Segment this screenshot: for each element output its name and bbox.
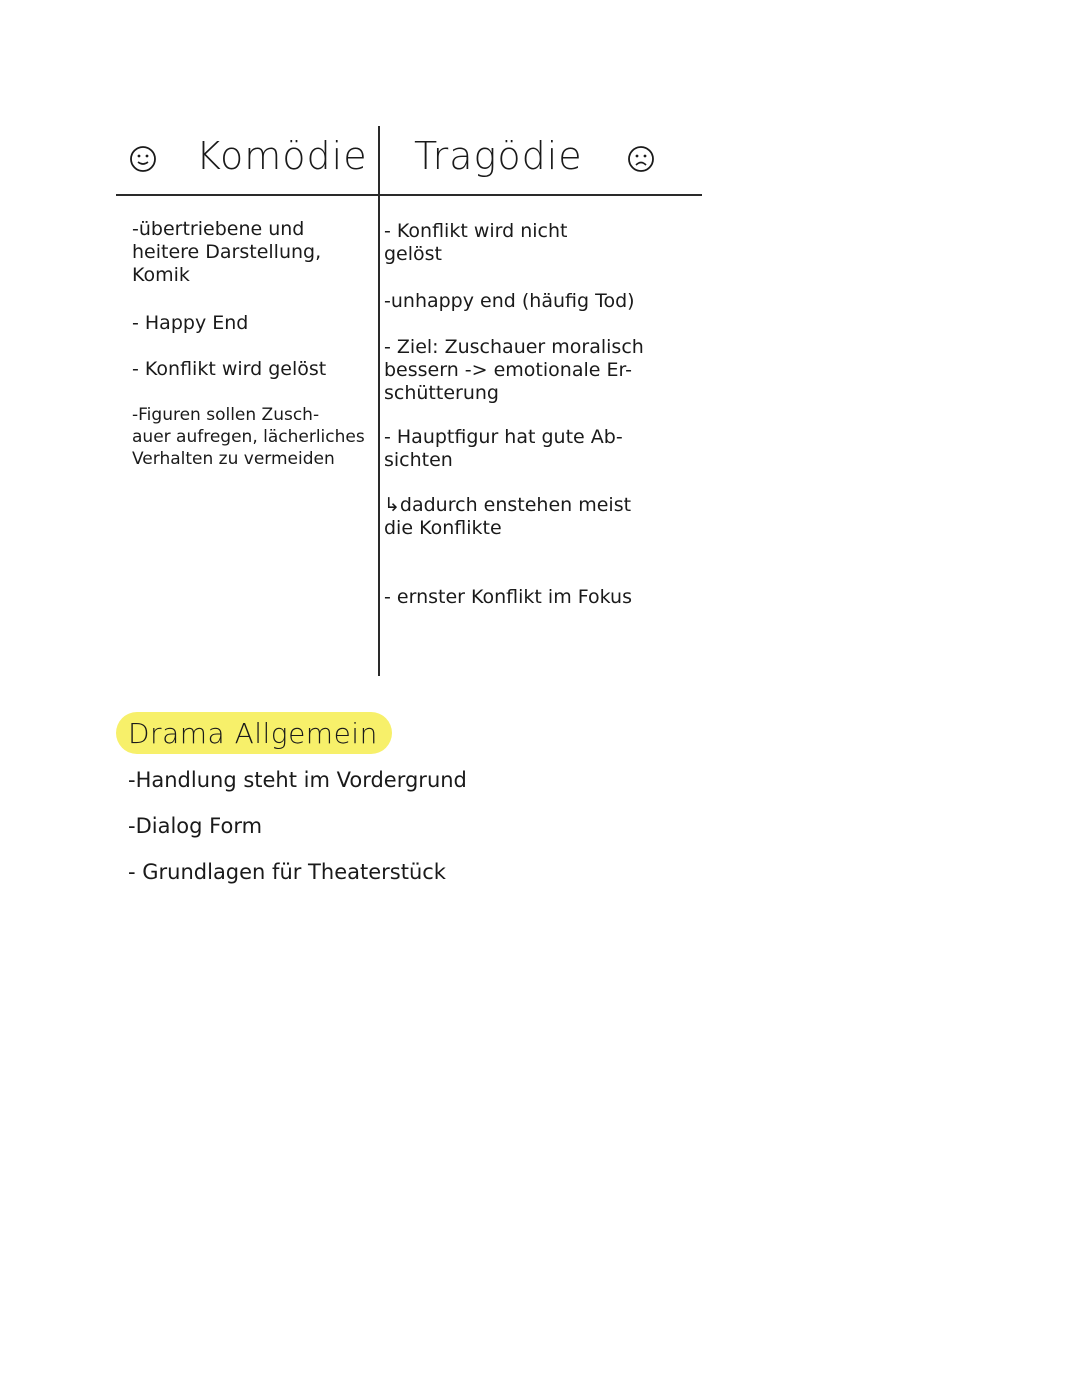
- tragedy-item-serious-conflict: - ernster Konflikt im Fokus: [384, 586, 632, 608]
- table-divider-vertical: [378, 126, 380, 676]
- happy-face-icon: [128, 144, 158, 174]
- general-item-basis: - Grundlagen für Theaterstück: [128, 860, 446, 884]
- general-item-plot: -Handlung steht im Vordergrund: [128, 768, 467, 792]
- comedy-item-happy-end: - Happy End: [132, 312, 249, 334]
- tragedy-item-goal: - Ziel: Zuschauer moralisch bessern -> emotionale Er- schütterung: [384, 336, 644, 404]
- general-item-dialog: -Dialog Form: [128, 814, 263, 838]
- tragedy-item-unhappy-end: -unhappy end (häufig Tod): [384, 290, 635, 312]
- tragedy-item-conflict-unsolved: - Konflikt wird nicht gelöst: [384, 220, 568, 265]
- drama-general-title: Drama Allgemein: [128, 716, 378, 750]
- tragedy-item-main-figure: - Hauptfigur hat gute Ab- sichten: [384, 426, 623, 471]
- sad-face-icon: [626, 144, 656, 174]
- comedy-item-figures: -Figuren sollen Zusch- auer aufregen, lächerliches Verhalten zu vermeiden: [132, 405, 365, 469]
- table-divider-horizontal: [116, 194, 702, 196]
- comedy-item-conflict-solved: - Konflikt wird gelöst: [132, 358, 327, 380]
- drama-general-highlight: [116, 712, 392, 754]
- tragedy-header: Tragödie: [414, 134, 583, 178]
- tragedy-item-conflicts-arise: ↳dadurch enstehen meist die Konflikte: [384, 494, 632, 539]
- comedy-item-exaggerated: -übertriebene und heitere Darstellung, Komik: [132, 218, 322, 286]
- comedy-header: Komödie: [196, 134, 368, 178]
